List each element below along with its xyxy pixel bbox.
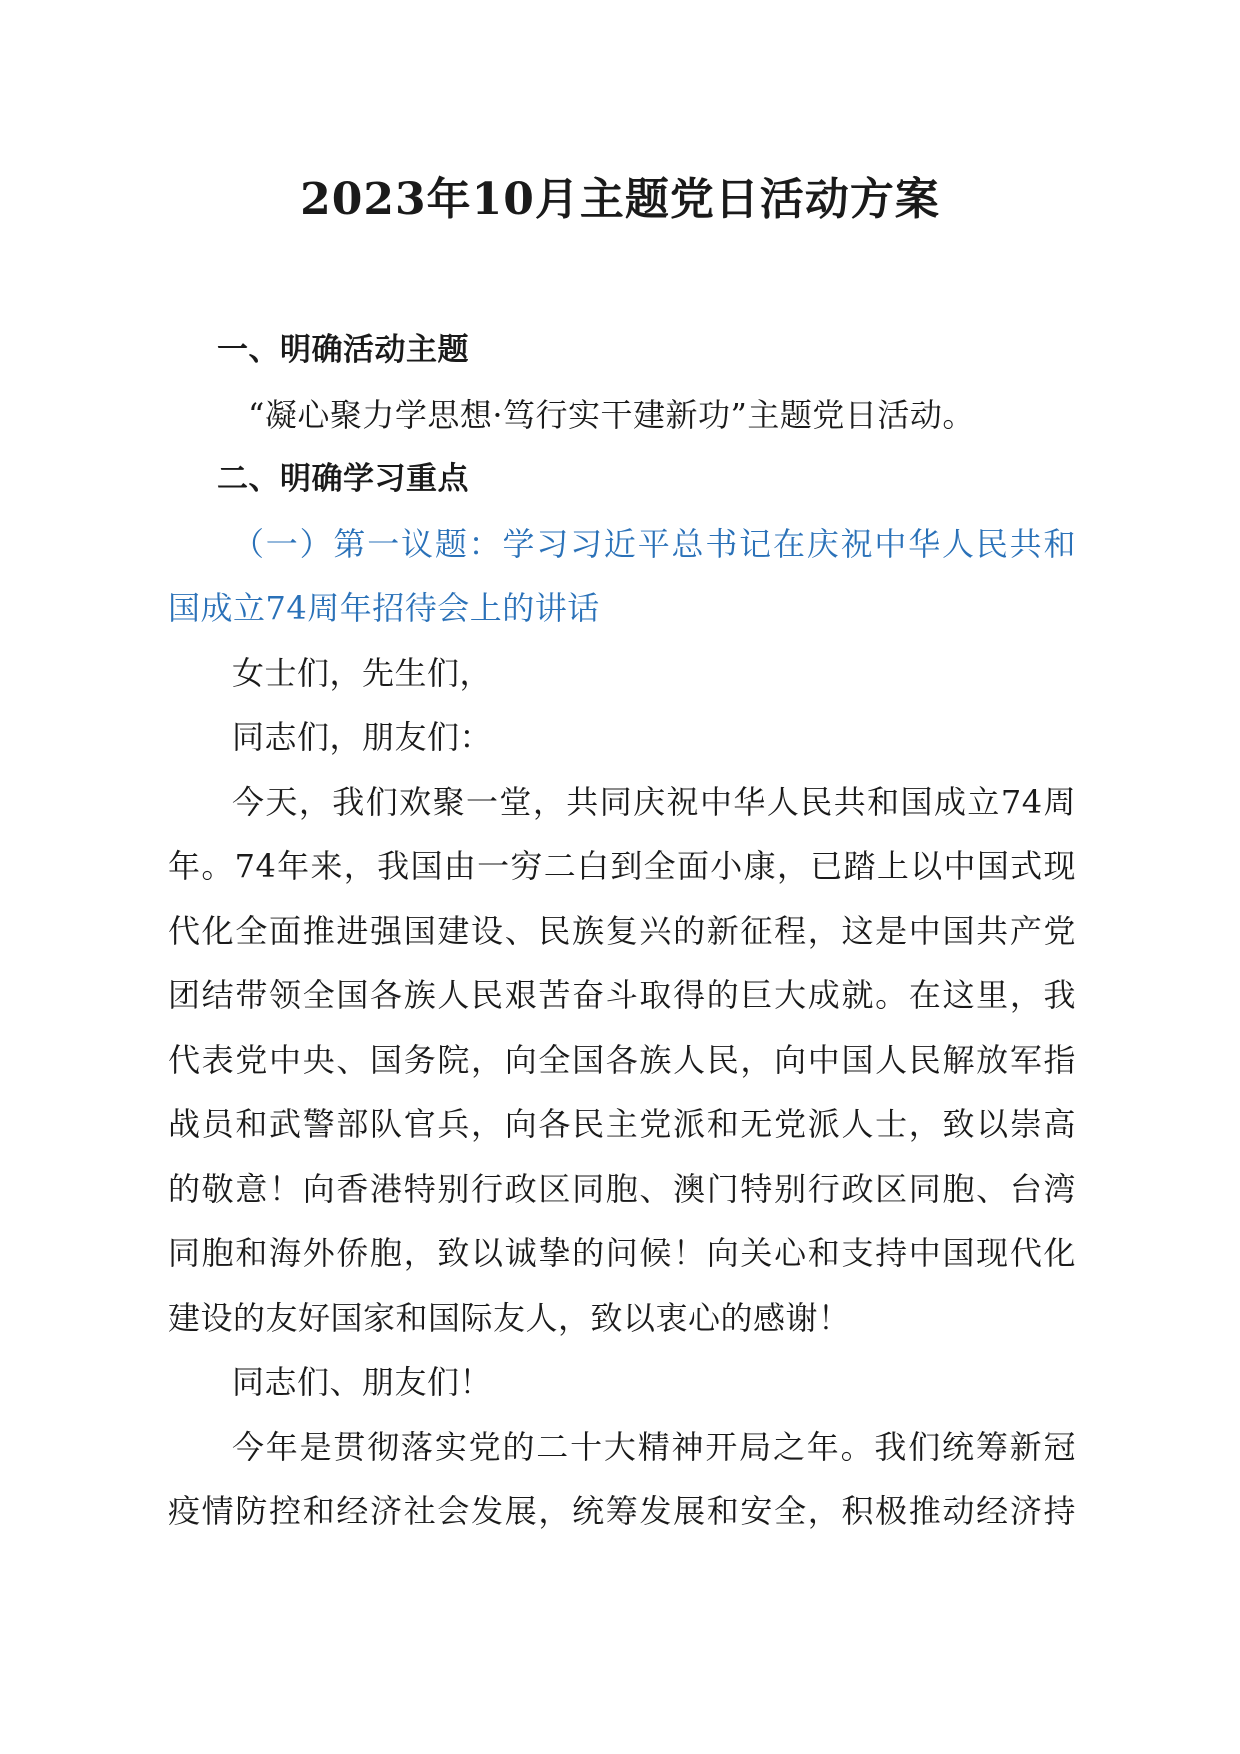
paragraph-line: 战员和武警部队官兵，向各民主党派和无党派人士，致以崇高 — [168, 1105, 1076, 1143]
section-one-heading: 一、明确活动主题 — [217, 332, 469, 368]
section-two-heading: 二、明确学习重点 — [217, 461, 469, 497]
document-title: 2023年10月主题党日活动方案 — [300, 174, 940, 225]
paragraph-line: 今年是贯彻落实党的二十大精神开局之年。我们统筹新冠 — [232, 1427, 1076, 1466]
section-one-text: “凝心聚力学思想·笃行实干建新功”主题党日活动。 — [248, 395, 975, 434]
paragraph-line: 建设的友好国家和国际友人，致以衷心的感谢！ — [168, 1298, 851, 1337]
sub-heading-line-2: 国成立74周年招待会上的讲话 — [168, 589, 600, 627]
greeting-line-2: 同志们，朋友们： — [232, 718, 493, 756]
paragraph-line: 今天，我们欢聚一堂，共同庆祝中华人民共和国成立74周 — [232, 782, 1076, 821]
paragraph-2 — [168, 1415, 1076, 1544]
paragraph-line: 同胞和海外侨胞，致以诚挚的问候！向关心和支持中国现代化 — [168, 1234, 1076, 1272]
paragraph-line: 代表党中央、国务院，向全国各族人民，向中国人民解放军指 — [168, 1040, 1076, 1079]
paragraph-line: 疫情防控和经济社会发展，统筹发展和安全，积极推动经济持 — [168, 1492, 1076, 1530]
paragraph-1 — [168, 770, 1076, 1351]
paragraph-line: 年。74年来，我国由一穷二白到全面小康，已踏上以中国式现 — [168, 847, 1076, 885]
greeting-line-1: 女士们，先生们， — [232, 653, 493, 692]
greeting-line-3: 同志们、朋友们！ — [232, 1363, 493, 1401]
paragraph-line: 的敬意！向香港特别行政区同胞、澳门特别行政区同胞、台湾 — [168, 1169, 1076, 1208]
document-body — [168, 318, 1076, 1544]
paragraph-line: 代化全面推进强国建设、民族复兴的新征程，这是中国共产党 — [168, 911, 1076, 950]
sub-heading-line-1: （一）第一议题：学习习近平总书记在庆祝中华人民共和 — [232, 524, 1076, 563]
paragraph-line: 团结带领全国各族人民艰苦奋斗取得的巨大成就。在这里，我 — [168, 976, 1076, 1014]
